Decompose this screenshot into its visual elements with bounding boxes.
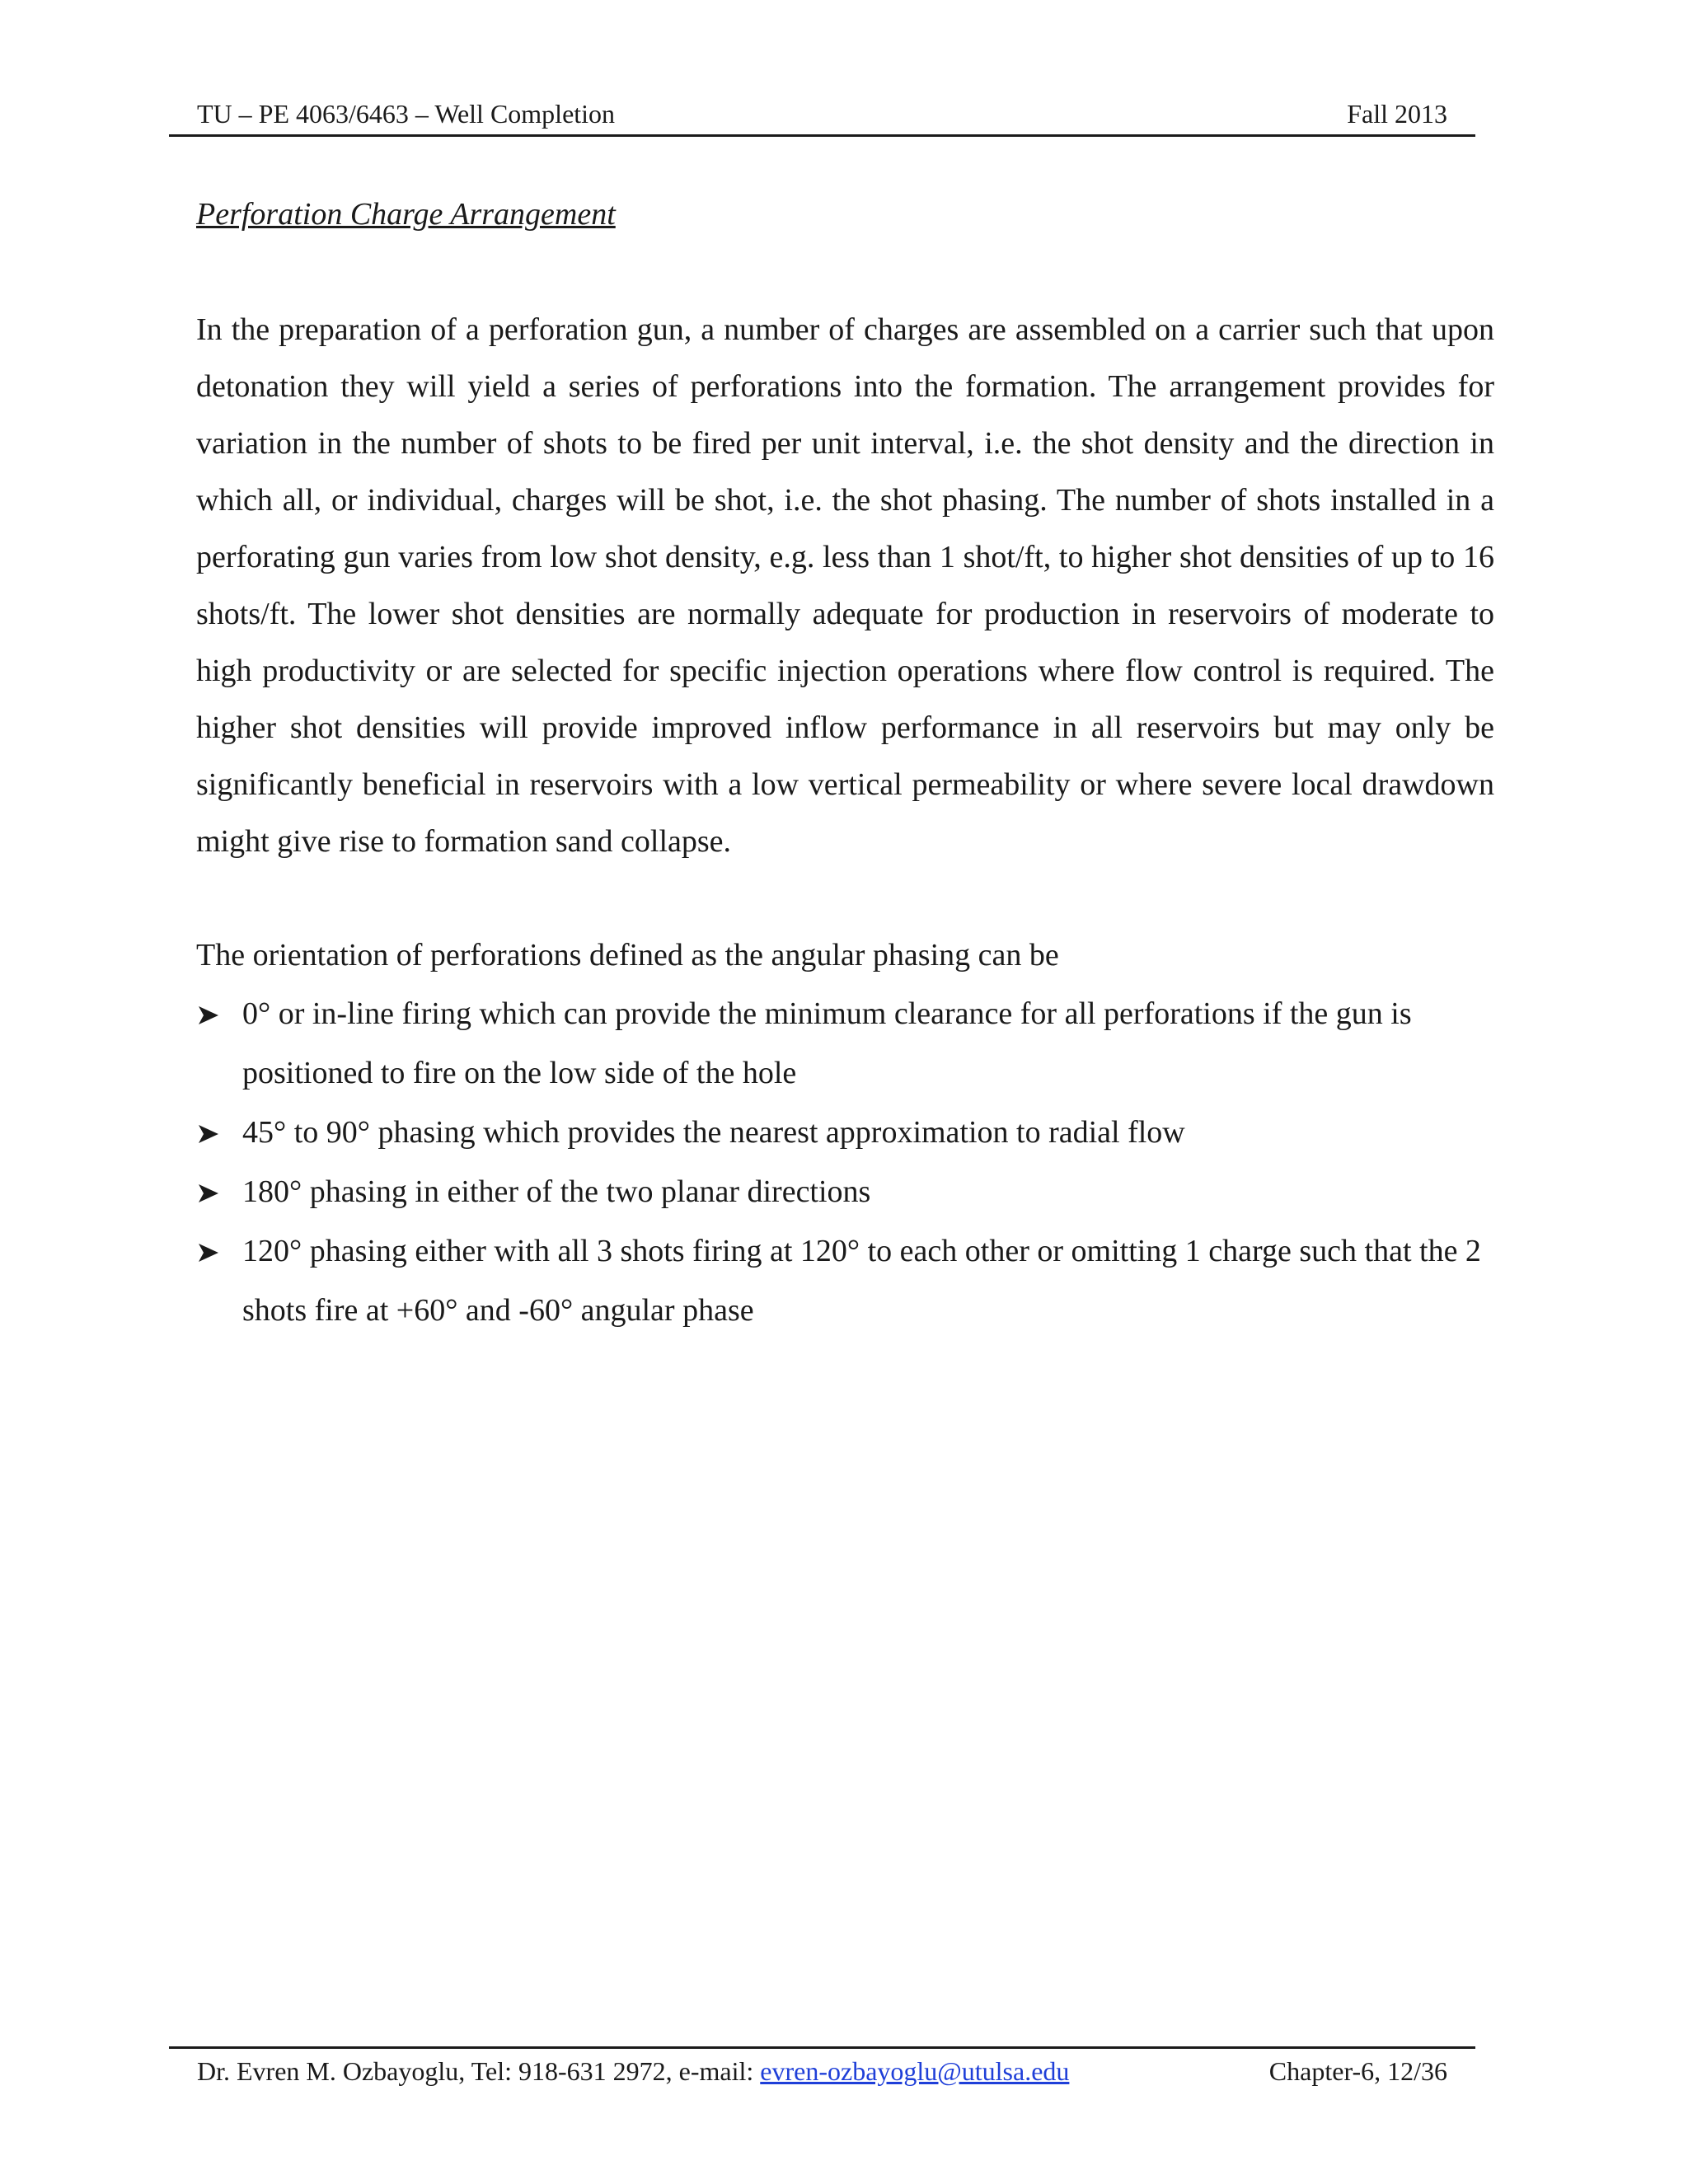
page-header xyxy=(169,0,1475,138)
header-divider xyxy=(169,134,1475,137)
arrowhead-bullet-icon xyxy=(198,1124,219,1144)
page-footer xyxy=(169,2046,1475,2096)
body-paragraph: In the preparation of a perforation gun, a number of charges are assembled on a carrier such that upon detonation they will yield a series of perforations into the formation. The arrangement provides for variation in the number of shots to be fired per unit interval, i.e. the shot density and the direction in which all, or individual, charges will be shot, i.e. the shot phasing. The number of shots installed in a perforating gun varies from low shot density, e.g. less than 1 shot/ft, to higher shot densities of up to 16 shots/ft. The lower shot densities are normally adequate for production in reservoirs of moderate to high productivity or are selected for specific injection operations where flow control is required. The higher shot densities will provide improved inflow performance in all reservoirs but may only be significantly beneficial in reservoirs with a low vertical permeability or where severe local drawdown might give rise to formation sand collapse. xyxy=(196,312,1494,859)
term-label: Fall 2013 xyxy=(1347,99,1447,129)
page-number: Chapter-6, 12/36 xyxy=(1268,2056,1447,2086)
list-item-text: 45° to 90° phasing which provides the nearest approximation to radial flow xyxy=(242,1115,1185,1150)
author-contact xyxy=(197,2055,1069,2088)
list-item-text: 0° or in-line firing which can provide the minimum clearance for all perforations if the gun is positioned to fire on the low side of the hole xyxy=(242,996,1412,1090)
orientation-intro: The orientation of perforations defined as the angular phasing can be xyxy=(196,938,1059,972)
arrowhead-bullet-icon xyxy=(198,1183,219,1203)
list-item xyxy=(196,1103,1494,1162)
phasing-list xyxy=(196,984,1494,1340)
list-item-text: 120° phasing either with all 3 shots firing at 120° to each other or omitting 1 charge such that the 2 shots fire at +60° and -60° angular phase xyxy=(242,1234,1481,1328)
list-item-text: 180° phasing in either of the two planar directions xyxy=(242,1174,871,1209)
author-info: Dr. Evren M. Ozbayoglu, Tel: 918-631 2972, e-mail: xyxy=(197,2056,761,2086)
list-item xyxy=(196,1221,1494,1340)
arrowhead-bullet-icon xyxy=(198,1243,219,1263)
arrowhead-bullet-icon xyxy=(198,1005,219,1025)
page-content xyxy=(196,191,1494,1340)
list-item xyxy=(196,1162,1494,1221)
section-title: Perforation Charge Arrangement xyxy=(196,197,616,232)
list-item xyxy=(196,984,1494,1103)
email-link[interactable]: evren-ozbayoglu@utulsa.edu xyxy=(760,2056,1070,2086)
footer-divider xyxy=(169,2046,1475,2049)
course-title: TU – PE 4063/6463 – Well Completion xyxy=(197,99,616,129)
